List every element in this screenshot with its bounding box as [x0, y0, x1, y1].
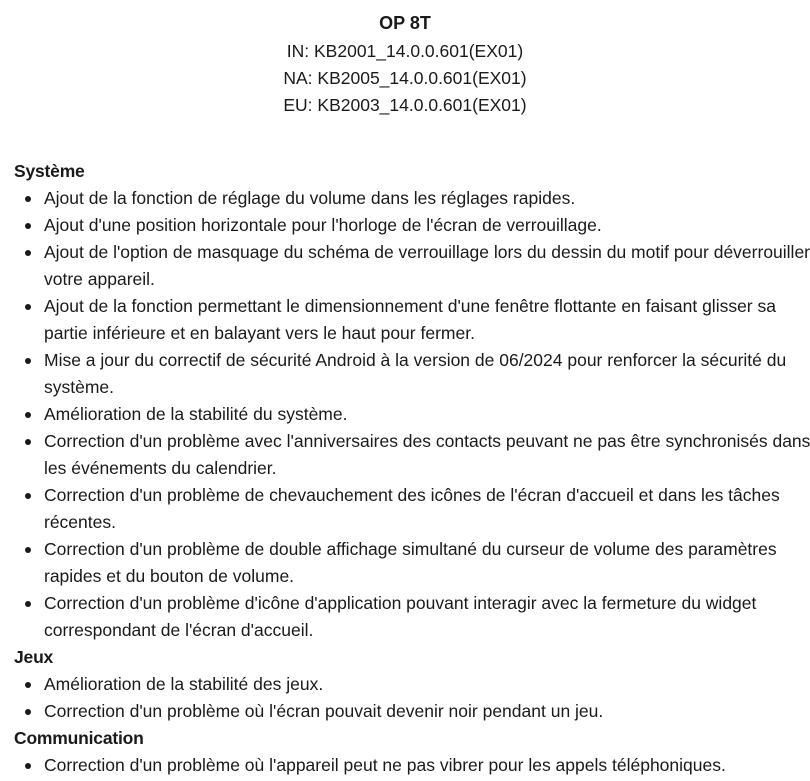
list-item: Amélioration de la stabilité des jeux. [14, 671, 810, 698]
build-version-eu: EU: KB2003_14.0.0.601(EX01) [283, 95, 527, 115]
list-item: Correction d'un problème d'icône d'application pouvant interagir avec la fermeture du widget correspondant de l'écran d'accueil. [14, 590, 810, 644]
build-version-na: NA: KB2005_14.0.0.601(EX01) [283, 68, 527, 88]
bullet-icon [25, 412, 31, 418]
bullet-icon [25, 601, 31, 607]
build-version-in: IN: KB2001_14.0.0.601(EX01) [286, 41, 524, 61]
bullet-icon [25, 250, 31, 256]
section-title-jeux: Jeux [14, 647, 54, 667]
list-item: Correction d'un problème de chevauchement des icônes de l'écran d'accueil et dans les tâches récentes. [14, 482, 810, 536]
section-list-jeux [14, 671, 810, 725]
list-item: Correction d'un problème de double affichage simultané du curseur de volume des paramètres rapides et du bouton de volume. [14, 536, 810, 590]
list-item: Ajout de l'option de masquage du schéma de verrouillage lors du dessin du motif pour déverrouiller votre appareil. [14, 239, 810, 293]
bullet-icon [25, 682, 31, 688]
bullet-icon [25, 304, 31, 310]
section-title-systeme: Système [14, 161, 85, 181]
section-list-communication [14, 752, 810, 779]
bullet-icon [25, 358, 31, 364]
list-item: Correction d'un problème où l'appareil peut ne pas vibrer pour les appels téléphoniques. [14, 752, 810, 779]
bullet-icon [25, 763, 31, 769]
list-item: Ajout de la fonction permettant le dimensionnement d'une fenêtre flottante en faisant glisser sa partie inférieure et en balayant vers le haut pour fermer. [14, 293, 810, 347]
bullet-icon [25, 547, 31, 553]
device-model-title: OP 8T [379, 13, 431, 33]
section-title-communication: Communication [14, 728, 144, 748]
list-item: Amélioration de la stabilité du système. [14, 401, 810, 428]
list-item: Correction d'un problème où l'écran pouvait devenir noir pendant un jeu. [14, 698, 810, 725]
bullet-icon [25, 493, 31, 499]
section-list-systeme [14, 185, 810, 644]
list-item: Ajout d'une position horizontale pour l'horloge de l'écran de verrouillage. [14, 212, 810, 239]
list-item: Mise a jour du correctif de sécurité Android à la version de 06/2024 pour renforcer la sécurité du système. [14, 347, 810, 401]
bullet-icon [25, 196, 31, 202]
bullet-icon [25, 223, 31, 229]
bullet-icon [25, 439, 31, 445]
list-item: Ajout de la fonction de réglage du volume dans les réglages rapides. [14, 185, 810, 212]
bullet-icon [25, 709, 31, 715]
release-header [0, 8, 810, 119]
list-item: Correction d'un problème avec l'anniversaires des contacts peuvant ne pas être synchronisés dans les événements du calendrier. [14, 428, 810, 482]
